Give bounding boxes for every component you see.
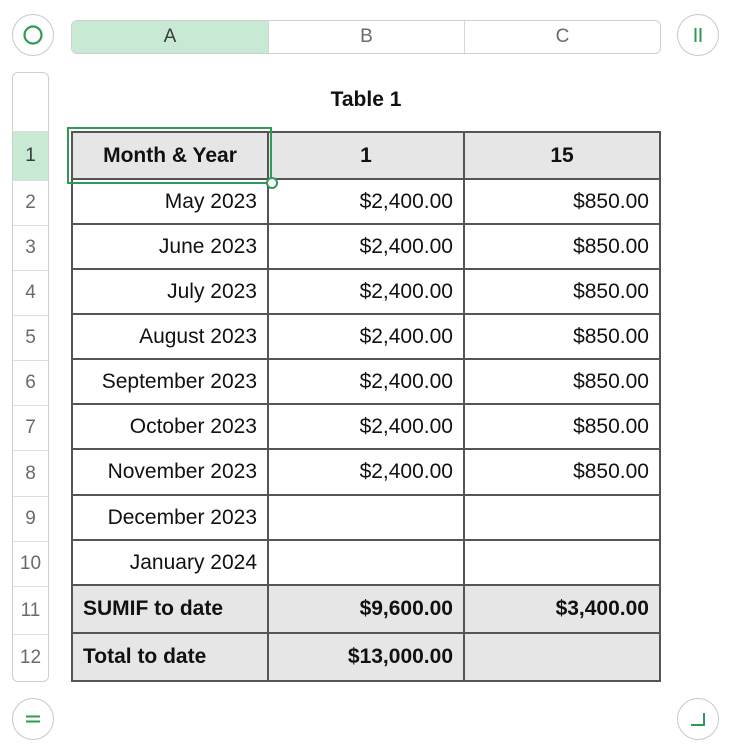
row-header-2[interactable]: 2 — [13, 180, 48, 225]
row-header-1[interactable]: 1 — [13, 131, 48, 180]
table-cell[interactable]: June 2023 — [71, 225, 269, 270]
footer-cell[interactable]: $3,400.00 — [465, 586, 661, 634]
footer-cell[interactable]: $9,600.00 — [269, 586, 465, 634]
table-cell[interactable]: $2,400.00 — [269, 225, 465, 270]
table-cell[interactable]: $2,400.00 — [269, 360, 465, 405]
row-header-8[interactable]: 8 — [13, 450, 48, 496]
table-cell[interactable]: $850.00 — [465, 315, 661, 360]
add-column-handle[interactable] — [677, 14, 719, 56]
table-cell[interactable]: July 2023 — [71, 270, 269, 315]
row-header-3[interactable]: 3 — [13, 225, 48, 270]
table-cell[interactable]: August 2023 — [71, 315, 269, 360]
table-cell[interactable]: $850.00 — [465, 360, 661, 405]
column-header-c[interactable]: C — [464, 21, 660, 53]
header-cell-a[interactable]: Month & Year — [71, 131, 269, 180]
table-cell[interactable]: $2,400.00 — [269, 405, 465, 450]
footer-cell[interactable] — [465, 634, 661, 682]
row-header-7[interactable]: 7 — [13, 405, 48, 450]
table-cell[interactable]: December 2023 — [71, 496, 269, 541]
table-cell[interactable] — [269, 541, 465, 586]
table-cell[interactable]: $850.00 — [465, 225, 661, 270]
header-cell-b[interactable]: 1 — [269, 131, 465, 180]
table-cell[interactable]: $2,400.00 — [269, 315, 465, 360]
row-header-spacer — [13, 73, 48, 131]
table-cell[interactable]: $850.00 — [465, 450, 661, 496]
table-cell[interactable]: November 2023 — [71, 450, 269, 496]
column-header-bar — [71, 20, 661, 54]
table-cell[interactable] — [465, 496, 661, 541]
table-cell[interactable] — [269, 496, 465, 541]
footer-label-sumif[interactable]: SUMIF to date — [71, 586, 269, 634]
column-header-b[interactable]: B — [268, 21, 464, 53]
row-header-10[interactable]: 10 — [13, 541, 48, 586]
row-header-12[interactable]: 12 — [13, 634, 48, 681]
select-table-button[interactable] — [12, 14, 54, 56]
row-handle-icon — [22, 708, 44, 730]
selection-fill-handle[interactable] — [266, 177, 278, 189]
table-cell[interactable] — [465, 541, 661, 586]
table-cell[interactable]: January 2024 — [71, 541, 269, 586]
table-cell[interactable]: September 2023 — [71, 360, 269, 405]
resize-corner-icon — [687, 708, 709, 730]
table-cell[interactable]: $850.00 — [465, 405, 661, 450]
footer-cell[interactable]: $13,000.00 — [269, 634, 465, 682]
table-cell[interactable]: $2,400.00 — [269, 450, 465, 496]
row-header-bar — [12, 72, 49, 682]
row-header-4[interactable]: 4 — [13, 270, 48, 315]
table-cell[interactable]: $2,400.00 — [269, 270, 465, 315]
table-cell[interactable]: October 2023 — [71, 405, 269, 450]
table-title[interactable]: Table 1 — [330, 88, 402, 111]
column-header-a[interactable]: A — [72, 21, 268, 53]
row-header-9[interactable]: 9 — [13, 496, 48, 541]
resize-table-handle[interactable] — [677, 698, 719, 740]
table-cell[interactable]: $850.00 — [465, 180, 661, 225]
table-cell[interactable]: $2,400.00 — [269, 180, 465, 225]
table-cell[interactable]: May 2023 — [71, 180, 269, 225]
header-cell-c[interactable]: 15 — [465, 131, 661, 180]
row-header-5[interactable]: 5 — [13, 315, 48, 360]
footer-label-total[interactable]: Total to date — [71, 634, 269, 682]
row-header-11[interactable]: 11 — [13, 586, 48, 634]
add-row-handle[interactable] — [12, 698, 54, 740]
table-cell[interactable]: $850.00 — [465, 270, 661, 315]
select-table-circle-icon — [22, 24, 44, 46]
row-header-6[interactable]: 6 — [13, 360, 48, 405]
column-handle-icon — [687, 24, 709, 46]
